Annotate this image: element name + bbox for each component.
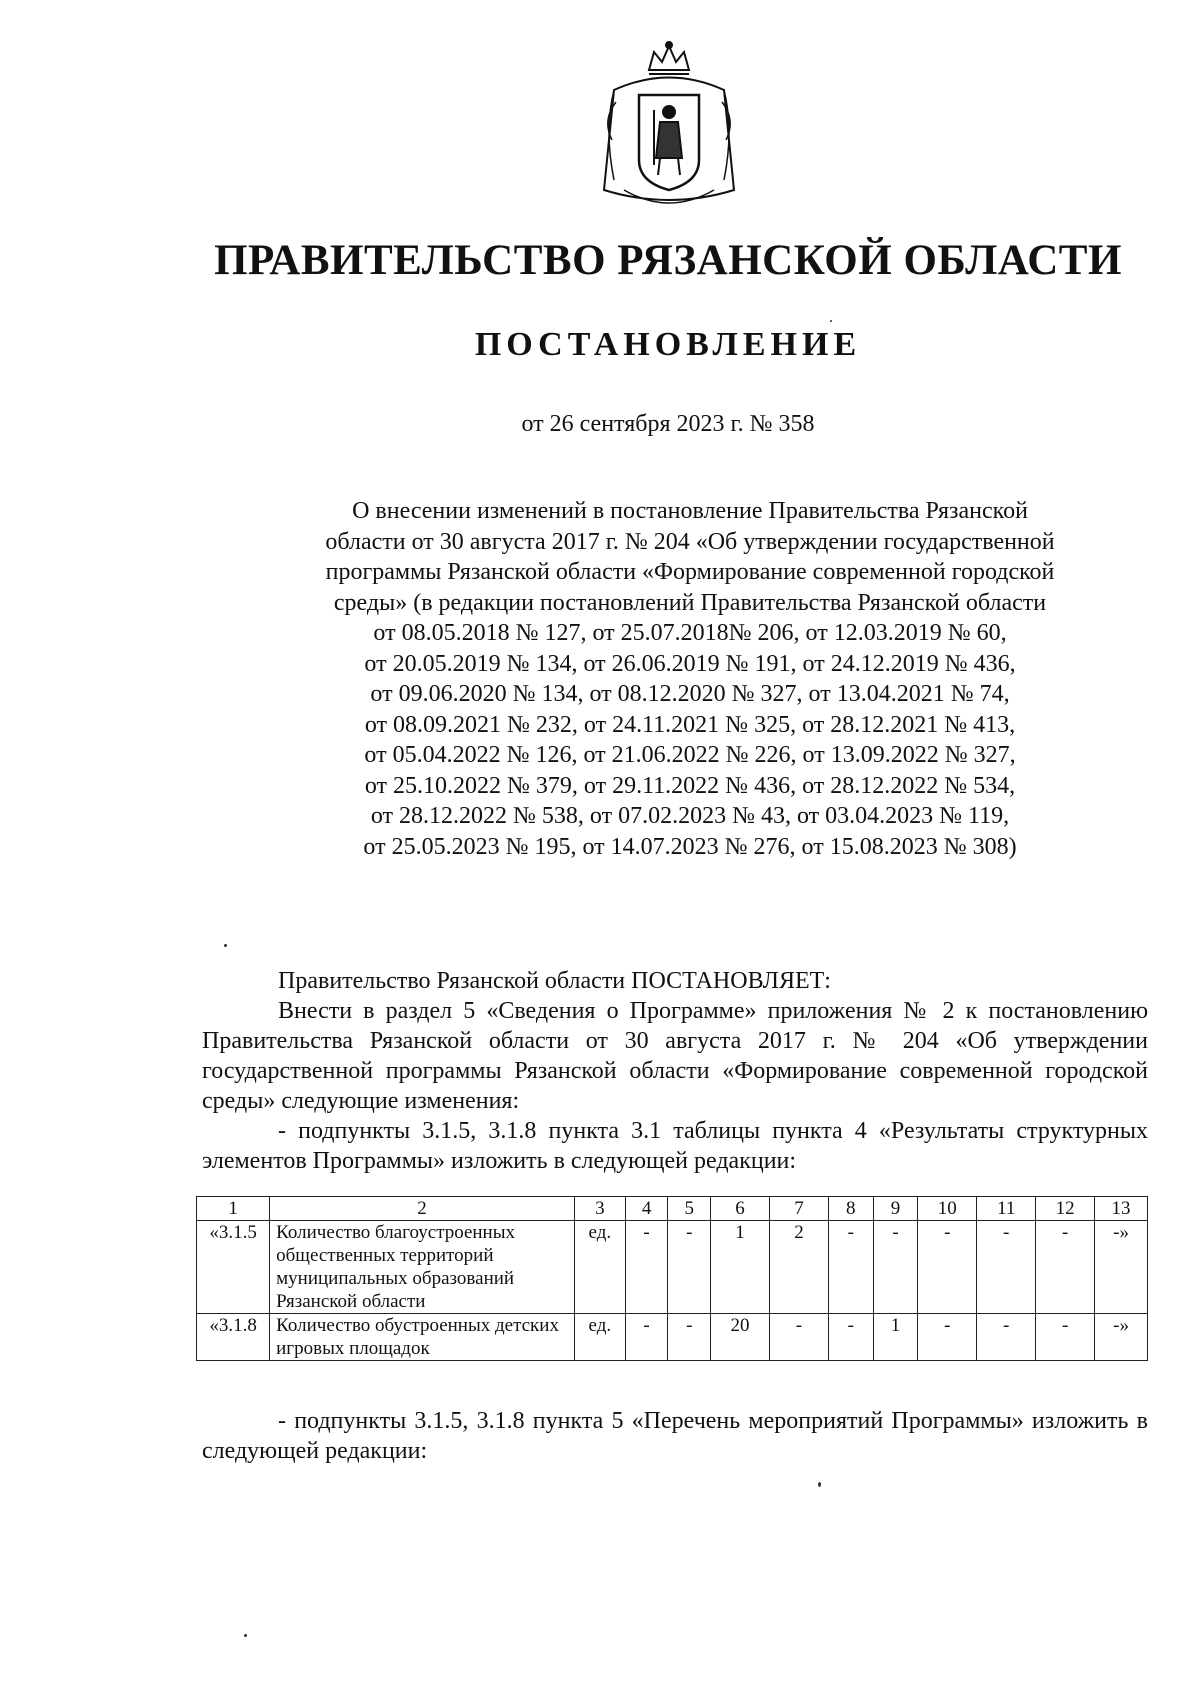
- table-header-cell: 6: [711, 1197, 770, 1221]
- subject-line: от 09.06.2020 № 134, от 08.12.2020 № 327, от 13.04.2021 № 74,: [370, 681, 1010, 707]
- table-cell: -: [668, 1314, 711, 1361]
- table-row: [197, 1221, 1148, 1314]
- table-cell: -: [770, 1314, 829, 1361]
- table-header-cell: 13: [1095, 1197, 1148, 1221]
- results-table: [196, 1196, 1148, 1361]
- table-header-cell: 10: [918, 1197, 977, 1221]
- table-cell: 2: [770, 1221, 829, 1314]
- table-cell: «3.1.5: [197, 1221, 270, 1314]
- table-header-cell: 8: [828, 1197, 873, 1221]
- table-cell: -: [873, 1221, 918, 1314]
- table-cell: -: [625, 1314, 668, 1361]
- table-header-cell: 3: [574, 1197, 625, 1221]
- subject-line: от 08.09.2021 № 232, от 24.11.2021 № 325, от 28.12.2021 № 413,: [364, 711, 1016, 738]
- table-cell: Количество благоустроенных общественных территорий муниципальных образований Рязанской области: [270, 1221, 575, 1314]
- table-header-cell: 4: [625, 1197, 668, 1221]
- table-cell: -: [977, 1314, 1036, 1361]
- amendment-intro-paragraph: Внести в раздел 5 «Сведения о Программе» приложения № 2 к постановлению Правительства Рязанской области от 30 августа 2017 г. № 204 «Об утверждении государственной программы Рязанской области «Формирование современной городской среды» следующие изменения:: [202, 998, 1148, 1114]
- resolves-paragraph: Правительство Рязанской области ПОСТАНОВЛЯЕТ:: [278, 968, 831, 994]
- table-cell: -: [918, 1221, 977, 1314]
- subject-line: от 28.12.2022 № 538, от 07.02.2023 № 43, от 03.04.2023 № 119,: [370, 803, 1010, 829]
- subject-line: среды» (в редакции постановлений Правительства Рязанской области: [333, 589, 1047, 616]
- table-cell: -: [668, 1221, 711, 1314]
- table-cell: -: [918, 1314, 977, 1361]
- subject-line: области от 30 августа 2017 г. № 204 «Об утверждении государственной: [325, 528, 1055, 555]
- table-header-cell: 7: [770, 1197, 829, 1221]
- table-cell: Количество обустроенных детских игровых площадок: [270, 1314, 575, 1361]
- resolution-body: [202, 966, 1148, 1176]
- table-row: [197, 1314, 1148, 1361]
- scan-speck: [224, 944, 227, 947]
- subject-line: О внесении изменений в постановление Правительства Рязанской: [352, 498, 1028, 524]
- table-header-cell: 12: [1036, 1197, 1095, 1221]
- scan-speck: [818, 1482, 821, 1487]
- amendment-item-2: - подпункты 3.1.5, 3.1.8 пункта 5 «Перечень мероприятий Программы» изложить в следующей редакции:: [202, 1408, 1148, 1464]
- table-cell: 1: [873, 1314, 918, 1361]
- subject-line: программы Рязанской области «Формирование современной городской: [325, 559, 1055, 585]
- subject-line: от 05.04.2022 № 126, от 21.06.2022 № 226, от 13.09.2022 № 327,: [364, 742, 1016, 768]
- table-cell: -: [828, 1314, 873, 1361]
- document-type-title: ПОСТАНОВЛЕНИЕ: [474, 326, 862, 363]
- table-cell: «3.1.8: [197, 1314, 270, 1361]
- table-header-cell: 9: [873, 1197, 918, 1221]
- subject-line: от 20.05.2019 № 134, от 26.06.2019 № 191, от 24.12.2019 № 436,: [364, 650, 1016, 677]
- table-cell: 1: [711, 1221, 770, 1314]
- document-date-number: от 26 сентября 2023 г. № 358: [521, 411, 815, 437]
- scan-speck: [830, 320, 832, 322]
- table-cell: -: [977, 1221, 1036, 1314]
- table-cell: -: [1036, 1221, 1095, 1314]
- table-cell: -: [828, 1221, 873, 1314]
- amendment-item-1: - подпункты 3.1.5, 3.1.8 пункта 3.1 таблицы пункта 4 «Результаты структурных элементов Программы» изложить в следующей редакции:: [202, 1118, 1148, 1174]
- table-cell: -: [1036, 1314, 1095, 1361]
- table-header-cell: 5: [668, 1197, 711, 1221]
- table-header-cell: 2: [270, 1197, 575, 1221]
- table-cell: -»: [1095, 1221, 1148, 1314]
- table-header-row: [197, 1197, 1148, 1221]
- table-cell: -»: [1095, 1314, 1148, 1361]
- table-cell: -: [625, 1221, 668, 1314]
- resolution-body-continued: [202, 1406, 1148, 1466]
- table-cell: ед.: [574, 1314, 625, 1361]
- table-header-cell: 11: [977, 1197, 1036, 1221]
- subject-line: от 25.10.2022 № 379, от 29.11.2022 № 436, от 28.12.2022 № 534,: [364, 772, 1016, 799]
- table-cell: 20: [711, 1314, 770, 1361]
- table-header-cell: 1: [197, 1197, 270, 1221]
- scan-speck: [244, 1634, 247, 1637]
- coat-of-arms-emblem: [594, 40, 744, 216]
- table-cell: ед.: [574, 1221, 625, 1314]
- subject-line: от 25.05.2023 № 195, от 14.07.2023 № 276, от 15.08.2023 № 308): [363, 833, 1017, 860]
- document-subject: [270, 496, 1110, 862]
- subject-line: от 08.05.2018 № 127, от 25.07.2018№ 206, от 12.03.2019 № 60,: [373, 620, 1007, 646]
- government-title: ПРАВИТЕЛЬСТВО РЯЗАНСКОЙ ОБЛАСТИ: [214, 237, 1122, 284]
